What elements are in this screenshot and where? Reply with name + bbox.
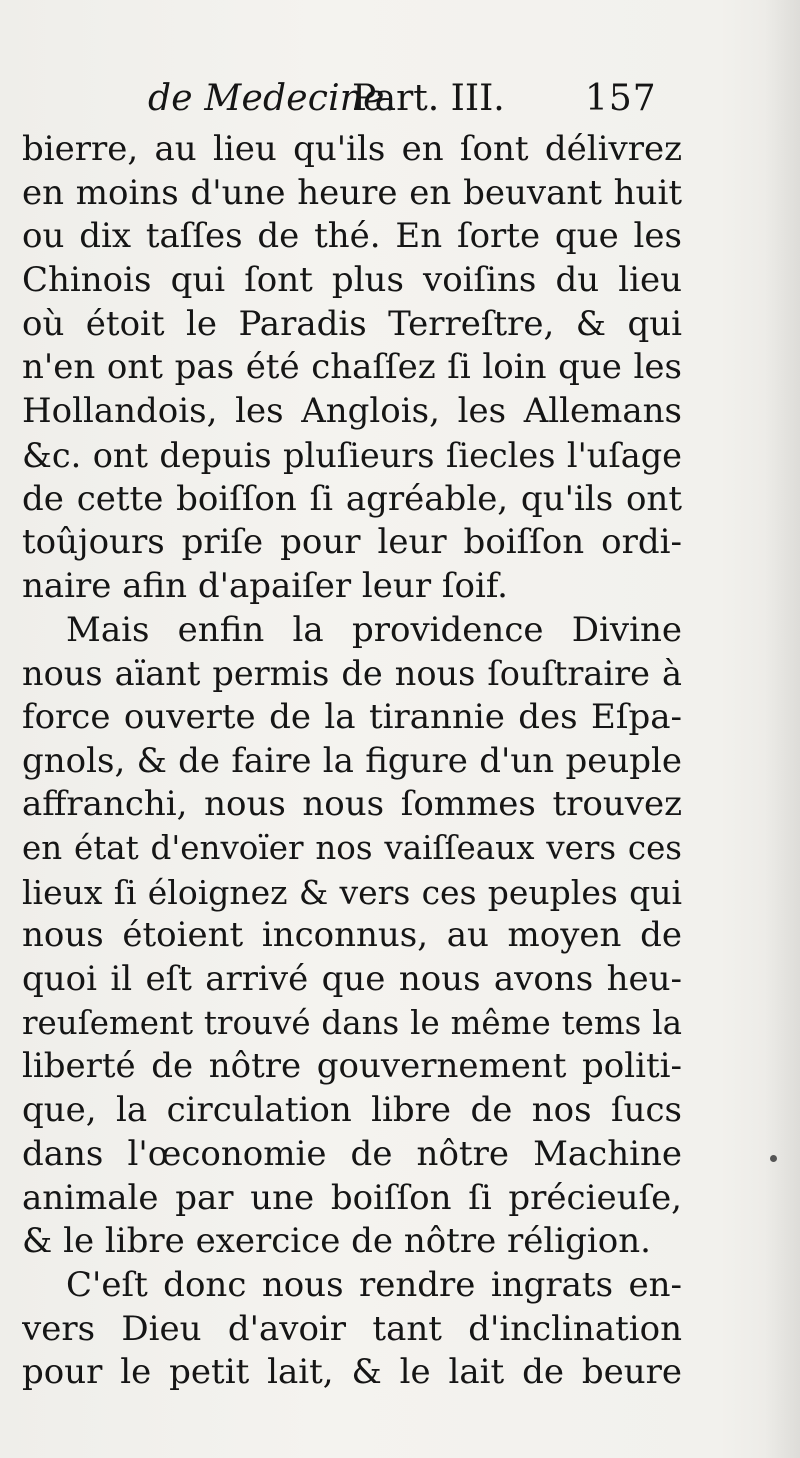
ink-speck — [770, 1155, 777, 1162]
text-line: nous étoient inconnus, au moyen de — [22, 915, 682, 956]
text-line: de cette boiſſon ſi agréable, qu'ils ont — [22, 478, 682, 519]
text-line: en état d'envoïer nos vaiſſeaux vers ces — [22, 829, 682, 867]
page-number: 157 — [585, 78, 657, 119]
text-line: toûjours priſe pour leur boiſſon ordi- — [22, 522, 682, 563]
text-line: Mais enfin la providence Divine — [66, 609, 682, 650]
text-line: Chinois qui ſont plus voiſins du lieu — [22, 260, 682, 301]
text-line: lieux ſi éloignez & vers ces peuples qui — [22, 872, 682, 912]
text-line: ou dix taſſes de thé. En ſorte que les — [22, 216, 682, 257]
text-line: gnols, & de faire la figure d'un peuple — [22, 740, 682, 781]
text-line: naire afin d'apaiſer leur ſoif. — [22, 565, 508, 606]
text-line: quoi il eſt arrivé que nous avons heu- — [22, 959, 682, 1000]
text-line: où étoit le Paradis Terreſtre, & qui — [22, 303, 682, 344]
text-line: pour le petit lait, & le lait de beure — [22, 1352, 682, 1393]
text-line: dans l'œconomie de nôtre Machine — [22, 1133, 682, 1174]
running-title: de Medecine. — [148, 78, 397, 119]
text-line: que, la circulation libre de nos ſucs — [22, 1090, 682, 1131]
text-line: n'en ont pas été chaſſez ſi loin que les — [22, 347, 682, 388]
text-line: animale par une boiſſon ſi précieuſe, — [22, 1177, 682, 1218]
text-line: nous aïant permis de nous ſouſtraire à — [22, 654, 682, 694]
text-line: & le libre exercice de nôtre réligion. — [22, 1221, 651, 1262]
text-line: Hollandois, les Anglois, les Allemans — [22, 391, 682, 432]
text-line: bierre, au lieu qu'ils en ſont délivrez — [22, 129, 682, 169]
page-header — [0, 78, 800, 128]
text-line: vers Dieu d'avoir tant d'inclination — [22, 1308, 682, 1349]
body-text — [22, 128, 682, 1395]
text-line: force ouverte de la tirannie des Eſpa- — [22, 696, 682, 737]
text-line: C'eſt donc nous rendre ingrats en- — [66, 1264, 682, 1305]
text-line: liberté de nôtre gouvernement politi- — [22, 1046, 682, 1087]
part-label: Part. III. — [352, 78, 505, 119]
text-line: &c. ont depuis pluſieurs ſiecles l'uſage — [22, 435, 682, 475]
text-line: reuſement trouvé dans le même tems la — [22, 1003, 682, 1042]
text-line: affranchi, nous nous ſommes trouvez — [22, 784, 682, 825]
text-line: en moins d'une heure en beuvant huit — [22, 172, 682, 213]
page-edge-shadow — [764, 0, 800, 1458]
